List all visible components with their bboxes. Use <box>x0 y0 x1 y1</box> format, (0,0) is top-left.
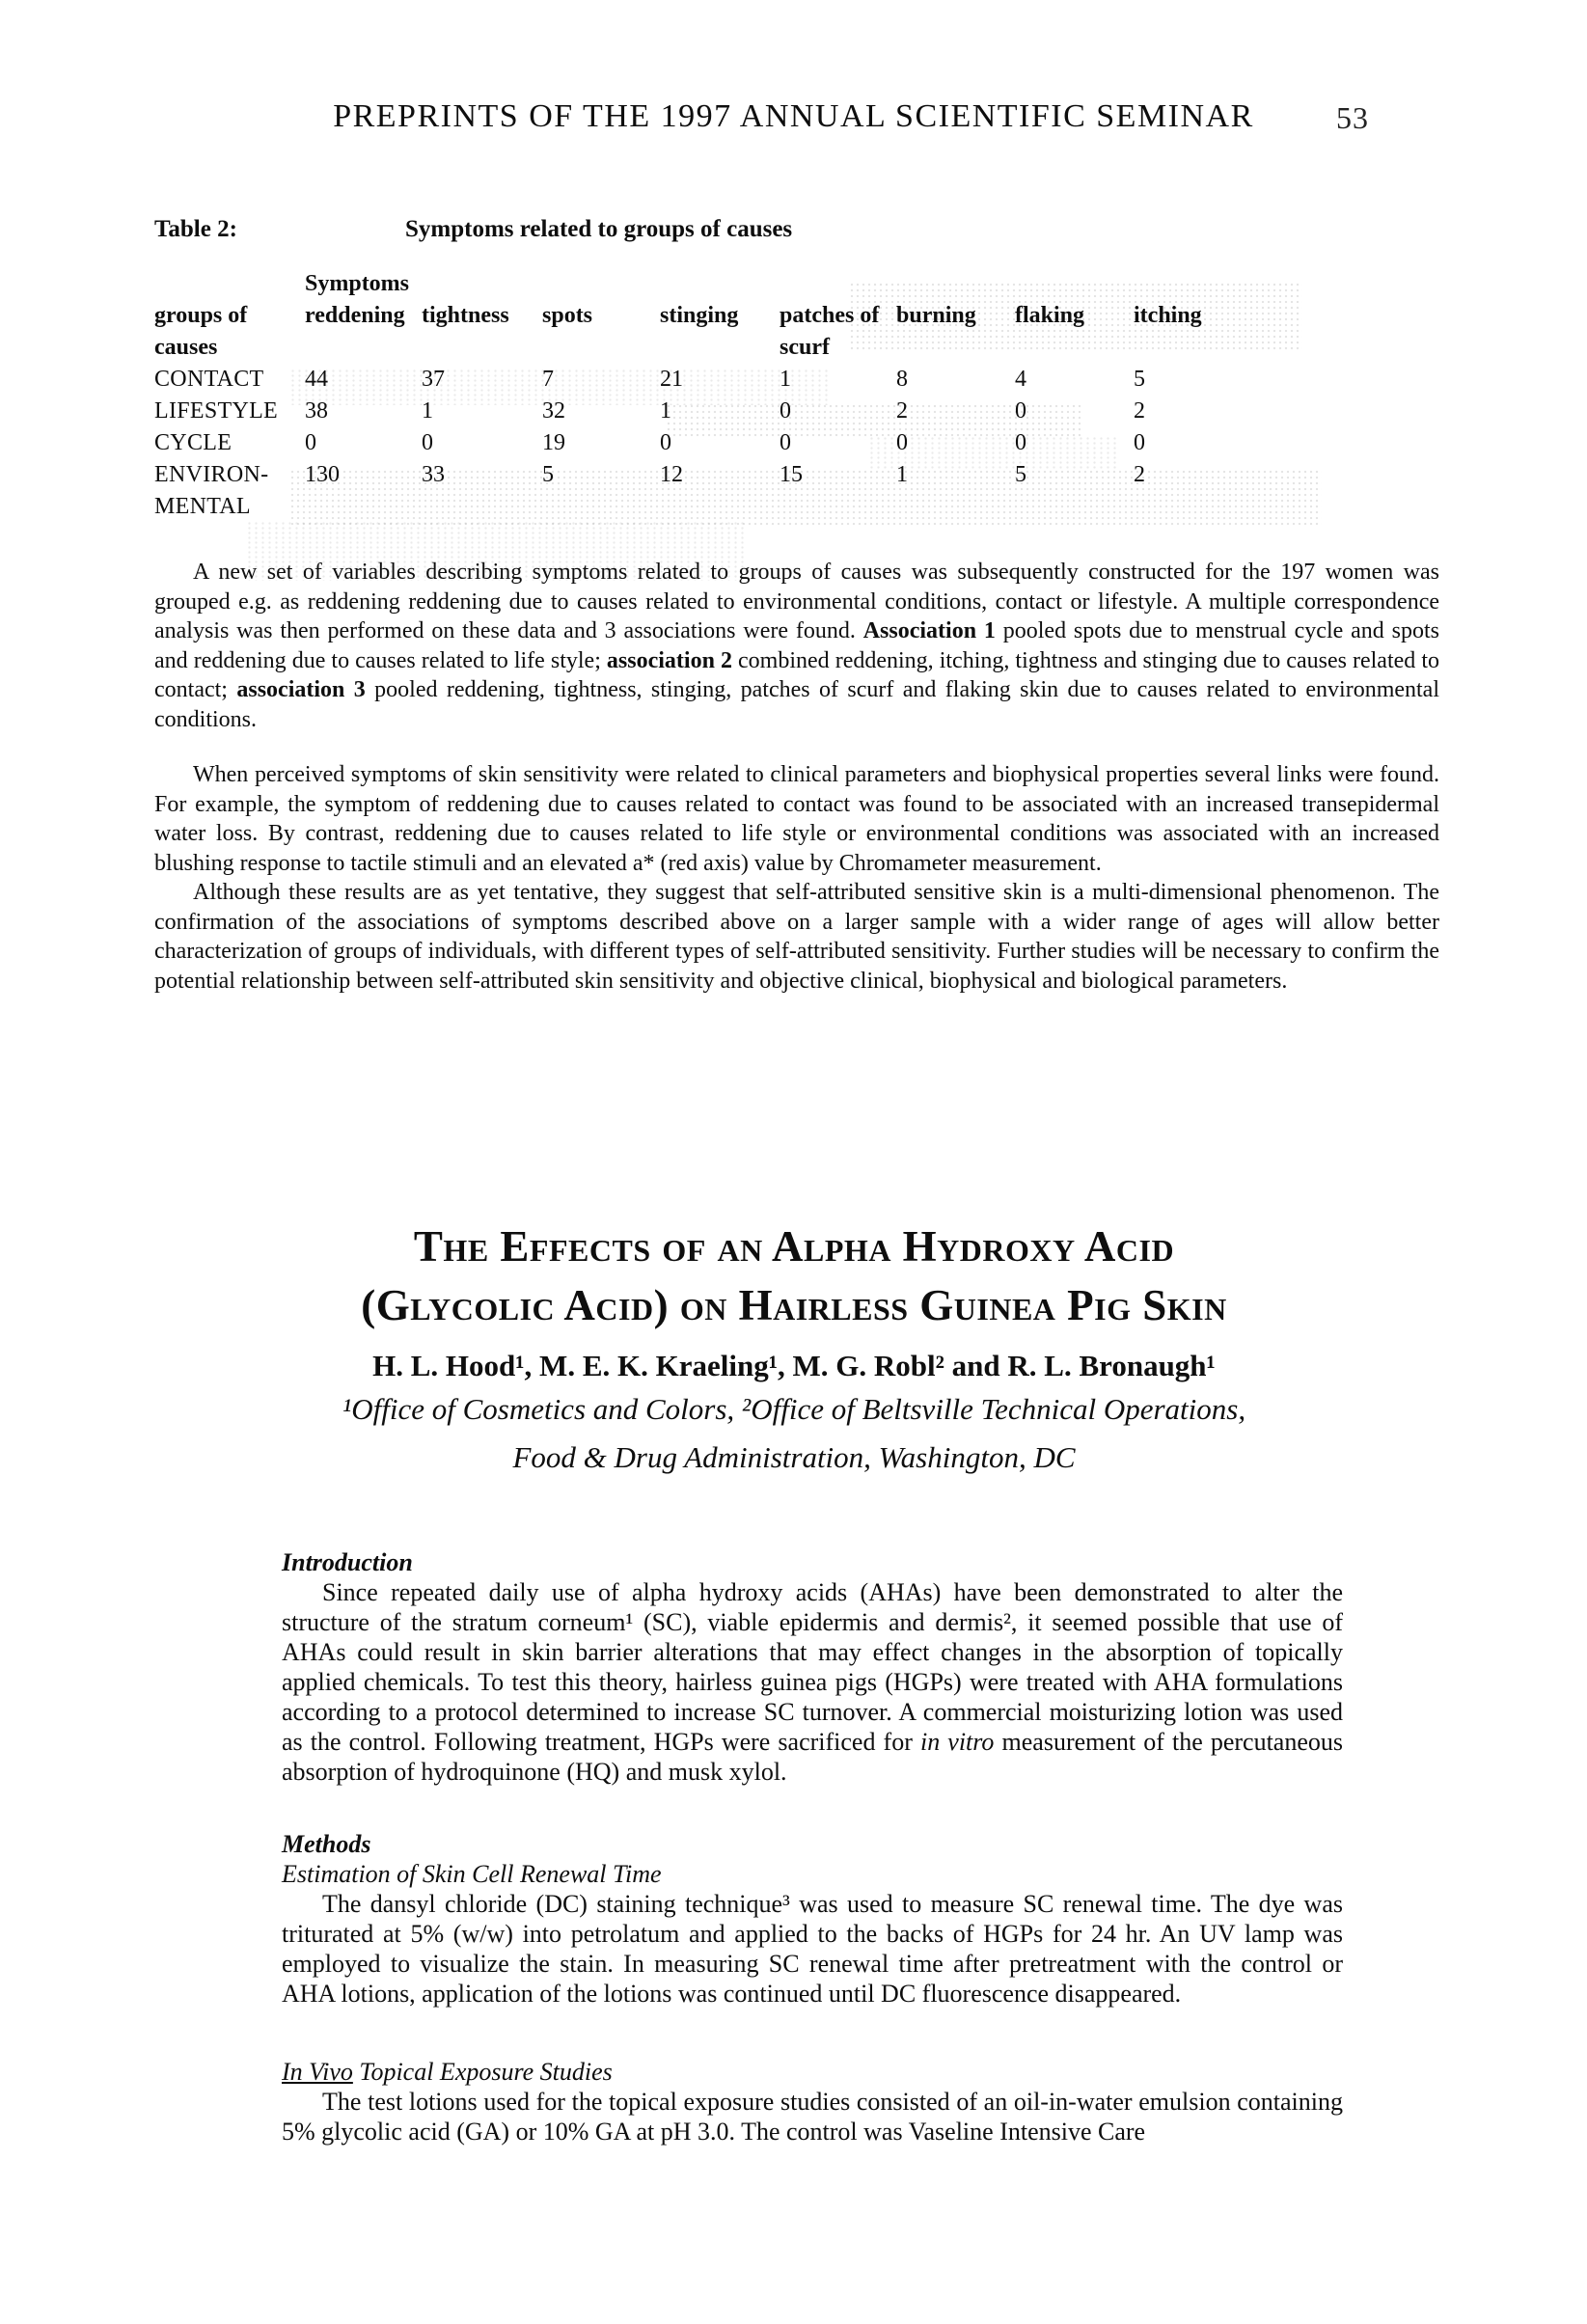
table-cell: 15 <box>780 462 803 487</box>
symptoms-group-header: Symptoms <box>305 271 410 296</box>
text-run: pooled spots due to menstrual cycle and spots and reddening due to causes related to life style; <box>154 618 1439 673</box>
table-cell: 0 <box>1134 430 1145 455</box>
column-header: itching <box>1134 303 1202 328</box>
paragraph <box>154 558 1439 734</box>
column-header: spots <box>542 303 593 328</box>
table-cell: 0 <box>896 430 908 455</box>
table-cell: 5 <box>1134 367 1145 392</box>
table-cell: 1 <box>780 367 791 392</box>
row-axis-label: groups of causes <box>154 303 248 360</box>
paragraph: The test lotions used for the topical exposure studies consisted of an oil-in-water emulsion containing 5% glycolic acid (GA) or 10% GA at pH 3.0. The control was Vaseline Intensive Care <box>282 2088 1343 2146</box>
page-number: 53 <box>1336 100 1369 135</box>
text-run-bold: association 2 <box>606 647 732 673</box>
section-heading-introduction: Introduction <box>282 1548 413 1576</box>
table-cell: 0 <box>780 398 791 424</box>
text-run-bold: association 3 <box>236 677 366 702</box>
section-heading-methods: Methods <box>282 1830 371 1858</box>
table-cell: 21 <box>660 367 683 392</box>
table-cell: 19 <box>542 430 565 455</box>
paragraph: When perceived symptoms of skin sensitivity were related to clinical parameters and biophysical properties several links were found. For example, the symptom of reddening due to causes related to contact was found to be associated with an increased transepidermal water loss. By contrast, reddening due to causes related to life style or environmental conditions was associated with an increased blushing response to tactile stimuli and an elevated a* (red axis) value by Chromameter measurement. <box>154 762 1439 876</box>
text-run: Topical Exposure Studies <box>352 2058 613 2086</box>
table-2-section <box>154 216 1312 523</box>
column-header: burning <box>896 303 976 328</box>
table-cell: 5 <box>1015 462 1026 487</box>
table-cell: 2 <box>1134 398 1145 424</box>
article-title-line1: The Effects of an Alpha Hydroxy Acid <box>413 1222 1175 1271</box>
text-run: measurement of the percutaneous absorption of hydroquinone (HQ) and musk xylol. <box>282 1728 1343 1786</box>
table-cell: 2 <box>1134 462 1145 487</box>
table-cell: 38 <box>305 398 328 424</box>
table-cell: 2 <box>896 398 908 424</box>
authors-line: H. L. Hood¹, M. E. K. Kraeling¹, M. G. Robl² and R. L. Bronaugh¹ <box>372 1349 1216 1382</box>
table-cell: 130 <box>305 462 340 487</box>
table-cell: 0 <box>780 430 791 455</box>
symptoms-table <box>154 268 1312 523</box>
paragraph: The dansyl chloride (DC) staining technique³ was used to measure SC renewal time. The dye was triturated at 5% (w/w) into petrolatum and applied to the backs of HGPs for 24 hr. An UV lamp was employed to visualize the stain. In measuring SC renewal time after pretreatment with the control or AHA lotions, application of the lotions was continued until DC fluorescence disappeared. <box>282 1890 1343 2008</box>
journal-title: PREPRINTS OF THE 1997 ANNUAL SCIENTIFIC SEMINAR <box>333 98 1254 134</box>
paragraph <box>282 1577 1343 1787</box>
article-title-line2: (Glycolic Acid) on Hairless Guinea Pig Skin <box>361 1281 1227 1329</box>
row-name: ENVIRON-MENTAL <box>154 462 269 519</box>
column-header: flaking <box>1015 303 1085 328</box>
column-header: reddening <box>305 303 405 328</box>
table-cell: 0 <box>305 430 316 455</box>
table-cell: 33 <box>422 462 445 487</box>
table-cell: 32 <box>542 398 565 424</box>
table-cell: 0 <box>422 430 433 455</box>
article2-head <box>239 1217 1349 1482</box>
column-header: patches of scurf <box>780 303 880 360</box>
table-cell: 37 <box>422 367 445 392</box>
affiliation-line2: Food & Drug Administration, Washington, DC <box>512 1440 1076 1474</box>
article-title <box>239 1217 1349 1335</box>
article1-body <box>154 558 1439 996</box>
table-cell: 44 <box>305 367 328 392</box>
subsection-heading-renewal-time: Estimation of Skin Cell Renewal Time <box>282 1860 662 1888</box>
text-run-italic: in vitro <box>919 1728 995 1756</box>
running-head <box>0 98 1587 135</box>
row-name: LIFESTYLE <box>154 398 279 424</box>
text-run: pooled reddening, tightness, stinging, patches of scurf and flaking skin due to causes related to environmental conditions. <box>154 677 1440 732</box>
text-run: Since repeated daily use of alpha hydroxy acids (AHAs) have been demonstrated to alter the structure of the stratum corneum¹ (SC), viable epidermis and dermis², it seemed possible that use of AHAs could result in skin barrier alterations that may effect changes in the absorption of topically applied chemicals. To test this theory, hairless guinea pigs (HGPs) were treated with AHA formulations according to a protocol determined to increase SC turnover. A commercial moisturizing lotion was used as the control. Following treatment, HGPs were sacrificed for <box>282 1578 1343 1756</box>
table-cell: 4 <box>1015 367 1026 392</box>
table-cell: 7 <box>542 367 554 392</box>
table-label: Table 2: <box>154 216 237 242</box>
row-name: CONTACT <box>154 367 264 392</box>
table-cell: 1 <box>896 462 908 487</box>
affiliation-line1: ¹Office of Cosmetics and Colors, ²Office of Beltsville Technical Operations, <box>342 1392 1246 1426</box>
table-cell: 0 <box>1015 430 1026 455</box>
paragraph: Although these results are as yet tentative, they suggest that self-attributed sensitive skin is a multi-dimensional phenomenon. The confirmation of the associations of symptoms described above on a larger sample with a wider range of ages will allow better characterization of groups of individuals, with different types of self-attributed sensitivity. Further studies will be necessary to confirm the potential relationship between self-attributed skin sensitivity and objective clinical, biophysical and biological parameters. <box>154 880 1439 994</box>
text-run-underlined: In Vivo <box>282 2058 353 2086</box>
table-caption-row <box>154 216 1312 243</box>
text-run-bold: Association 1 <box>862 618 996 643</box>
row-name: CYCLE <box>154 430 233 455</box>
introduction-section <box>282 1547 1343 1787</box>
table-cell: 5 <box>542 462 554 487</box>
table-caption: Symptoms related to groups of causes <box>405 216 793 242</box>
invivo-section <box>282 2057 1343 2146</box>
table-cell: 1 <box>660 398 671 424</box>
table-cell: 0 <box>1015 398 1026 424</box>
table-cell: 1 <box>422 398 433 424</box>
table-cell: 0 <box>660 430 671 455</box>
subsection-heading-invivo <box>282 2057 1343 2087</box>
column-header: stinging <box>660 303 739 328</box>
column-header: tightness <box>422 303 509 328</box>
methods-section <box>282 1829 1343 2009</box>
text-run: A new set of variables describing symptoms related to groups of causes was subsequently constructed for the 197 women was grouped e.g. as reddening reddening due to causes related to environmental conditions, contact or lifestyle. A multiple correspondence analysis was then performed on these data and 3 associations were found. <box>154 560 1439 643</box>
table-cell: 12 <box>660 462 683 487</box>
table-cell: 8 <box>896 367 908 392</box>
text-run: combined reddening, itching, tightness and stinging due to causes related to contact; <box>154 647 1439 702</box>
